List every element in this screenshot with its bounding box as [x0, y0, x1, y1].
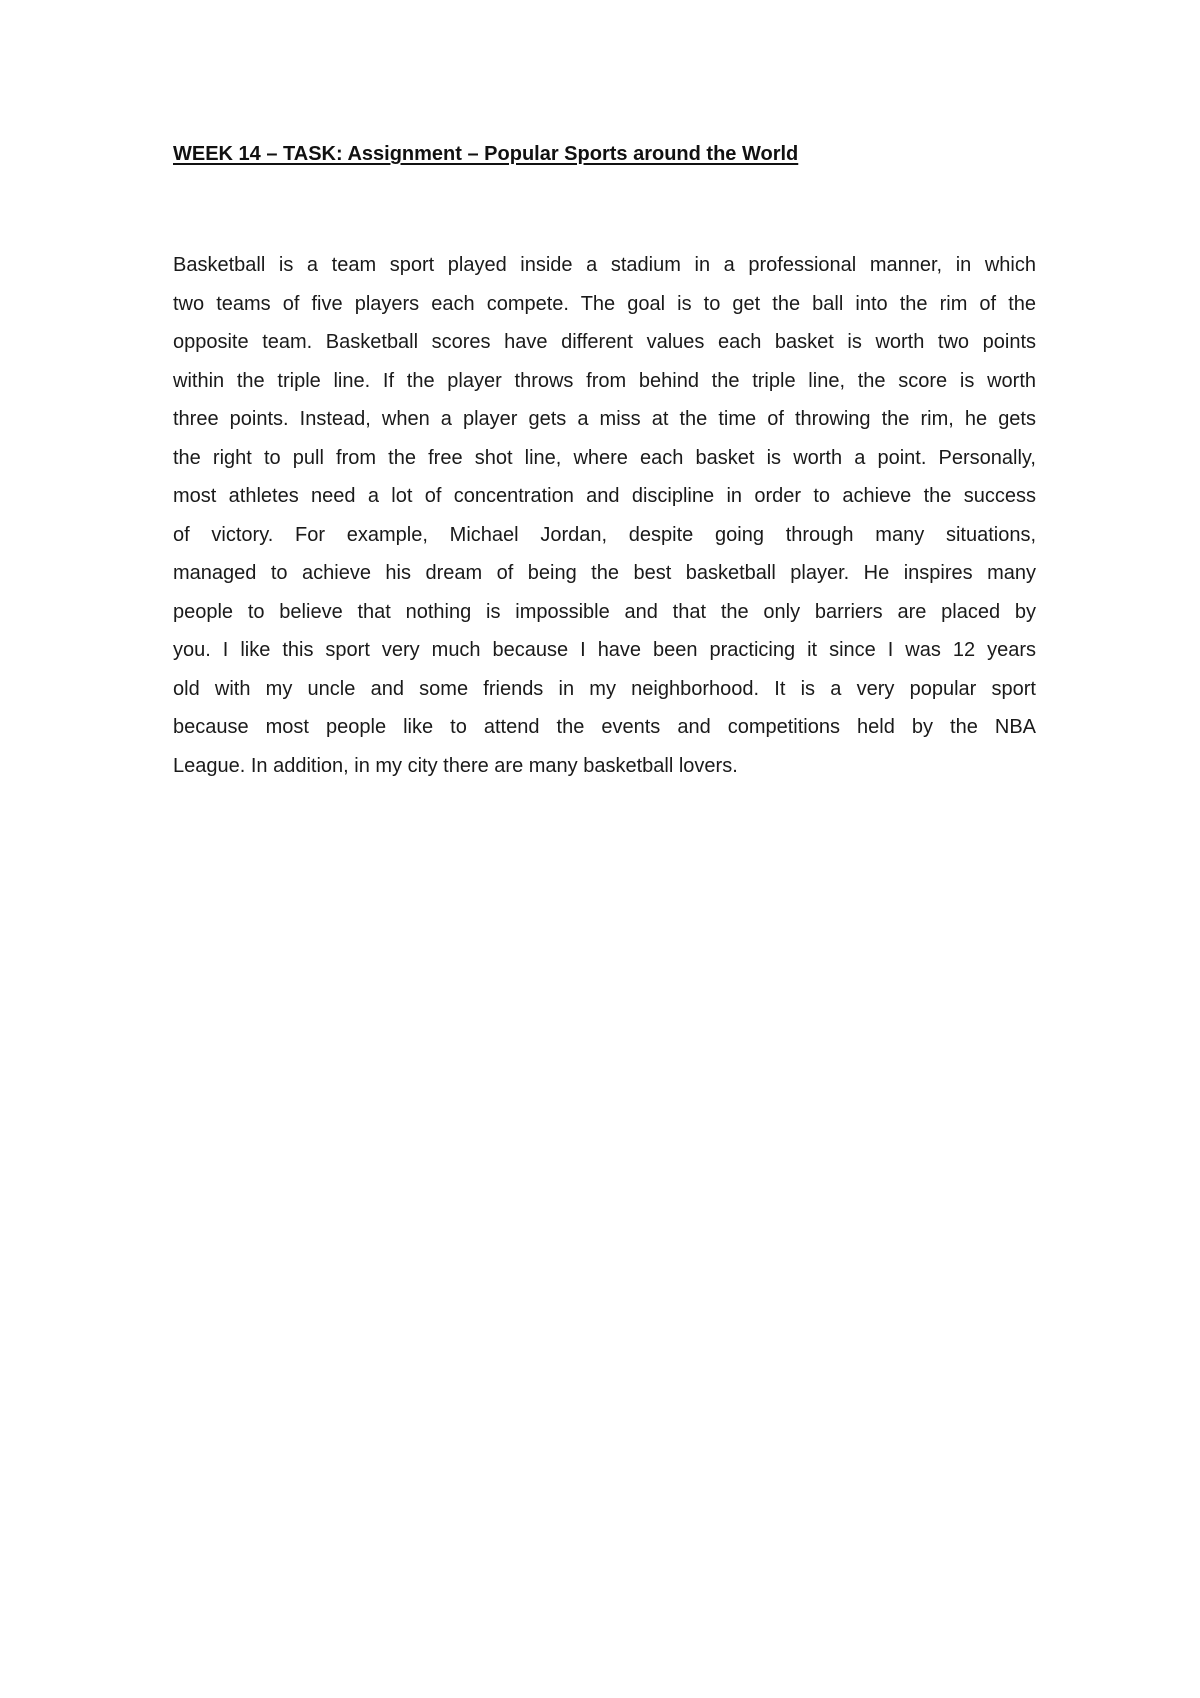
paragraph-line: the right to pull from the free shot line, where each basket is worth a point. Personally, [173, 446, 1036, 469]
paragraph-line: you. I like this sport very much because I have been practicing it since I was 12 years [173, 639, 1036, 661]
paragraph-line: League. In addition, in my city there are many basketball lovers. [173, 754, 738, 777]
paragraph-line: opposite team. Basketball scores have different values each basket is worth two points [173, 331, 1036, 353]
document-title: WEEK 14 – TASK: Assignment – Popular Sports around the World [173, 143, 799, 165]
paragraph-line: most athletes need a lot of concentration and discipline in order to achieve the success [173, 485, 1036, 507]
paragraph-line: two teams of five players each compete. The goal is to get the ball into the rim of the [173, 292, 1036, 315]
paragraph-line: old with my uncle and some friends in my neighborhood. It is a very popular sport [173, 677, 1036, 700]
paragraph-line: three points. Instead, when a player gets a miss at the time of throwing the rim, he gets [173, 408, 1036, 430]
paragraph-line: of victory. For example, Michael Jordan, despite going through many situations, [173, 523, 1036, 546]
document-paragraph [173, 246, 1036, 785]
paragraph-line: Basketball is a team sport played inside a stadium in a professional manner, in which [173, 254, 1036, 276]
paragraph-line: managed to achieve his dream of being the best basketball player. He inspires many [173, 562, 1036, 584]
paragraph-line: within the triple line. If the player throws from behind the triple line, the score is worth [173, 369, 1036, 392]
paragraph-line: people to believe that nothing is impossible and that the only barriers are placed by [173, 600, 1036, 623]
paragraph-line: because most people like to attend the events and competitions held by the NBA [173, 716, 1036, 738]
